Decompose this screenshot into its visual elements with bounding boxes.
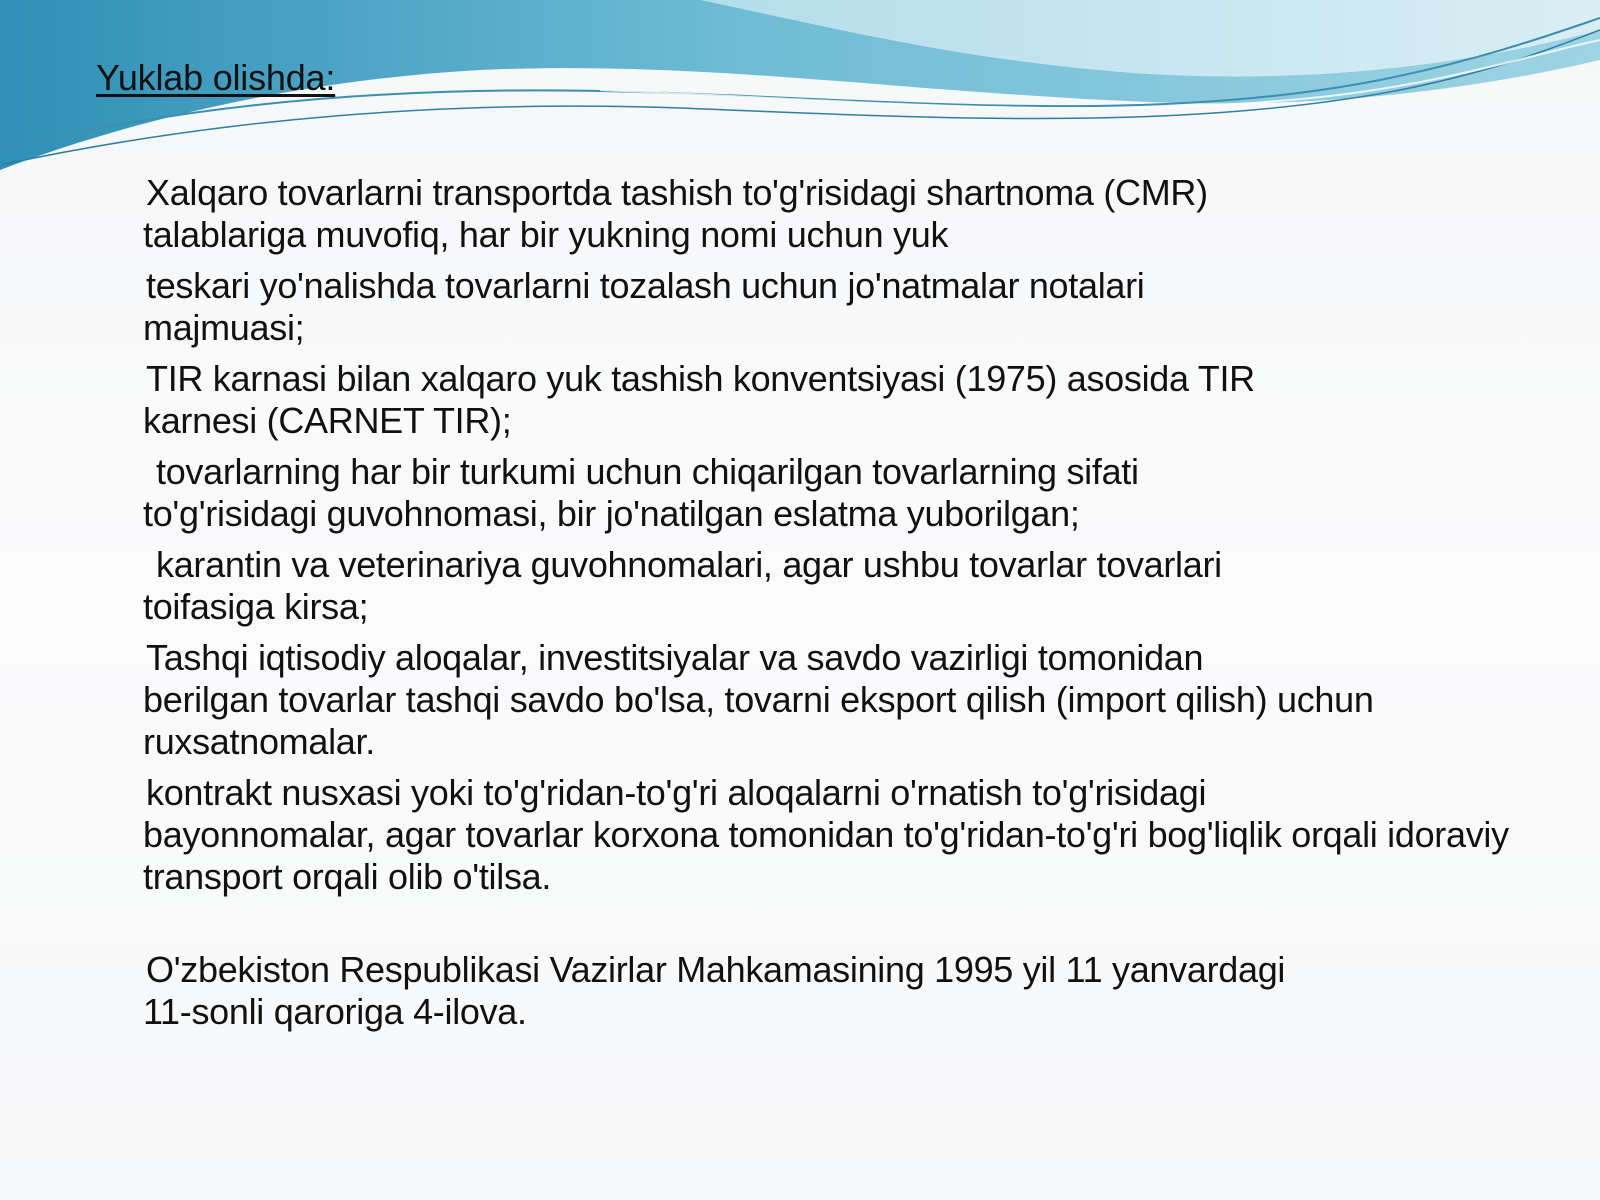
list-item [143, 172, 1513, 256]
list-item [143, 451, 1513, 535]
list-item-line: TIR karnasi bilan xalqaro yuk tashish konventsiyasi (1975) asosida TIR [146, 358, 1255, 399]
list-item-continuation: bayonnomalar, agar tovarlar korxona tomonidan to'g'ridan-to'g'ri bog'liqlik orqali idoraviy transport orqali olib o'tilsa. [143, 814, 1509, 897]
list-item-line: karantin va veterinariya guvohnomalari, agar ushbu tovarlar tovarlari [156, 544, 1222, 585]
footnote [143, 949, 1513, 1033]
list-item-continuation: majmuasi; [143, 307, 305, 348]
list-item [143, 265, 1513, 349]
list-item-line: tovarlarning har bir turkumi uchun chiqarilgan tovarlarning sifati [156, 451, 1139, 492]
list-item-line: kontrakt nusxasi yoki to'g'ridan-to'g'ri aloqalarni o'rnatish to'g'risidagi [146, 772, 1207, 813]
list-item-continuation: talablariga muvofiq, har bir yukning nomi uchun yuk [143, 214, 949, 255]
slide-title: Yuklab olishda: [96, 57, 336, 98]
footnote-continuation: 11-sonli qaroriga 4-ilova. [143, 991, 527, 1032]
list-item [143, 544, 1513, 628]
list-item-line: Tashqi iqtisodiy aloqalar, investitsiyalar va savdo vazirligi tomonidan [146, 637, 1204, 678]
list-item [143, 358, 1513, 442]
list-item-continuation: karnesi (CARNET TIR); [143, 400, 512, 441]
list-item-continuation: toifasiga kirsa; [143, 586, 369, 627]
list-item-continuation: to'g'risidagi guvohnomasi, bir jo'natilgan eslatma yuborilgan; [143, 493, 1080, 534]
list-item-line: Xalqaro tovarlarni transportda tashish to'g'risidagi shartnoma (CMR) [146, 172, 1208, 213]
slide-body [143, 172, 1513, 1042]
footnote-line: O'zbekiston Respublikasi Vazirlar Mahkamasining 1995 yil 11 yanvardagi [146, 949, 1286, 990]
list-item-line: teskari yo'nalishda tovarlarni tozalash uchun jo'natmalar notalari [146, 265, 1145, 306]
list-item-continuation: berilgan tovarlar tashqi savdo bo'lsa, tovarni eksport qilish (import qilish) uchun ruxsatnomalar. [143, 679, 1374, 762]
list-item [143, 772, 1513, 898]
list-item [143, 637, 1513, 763]
